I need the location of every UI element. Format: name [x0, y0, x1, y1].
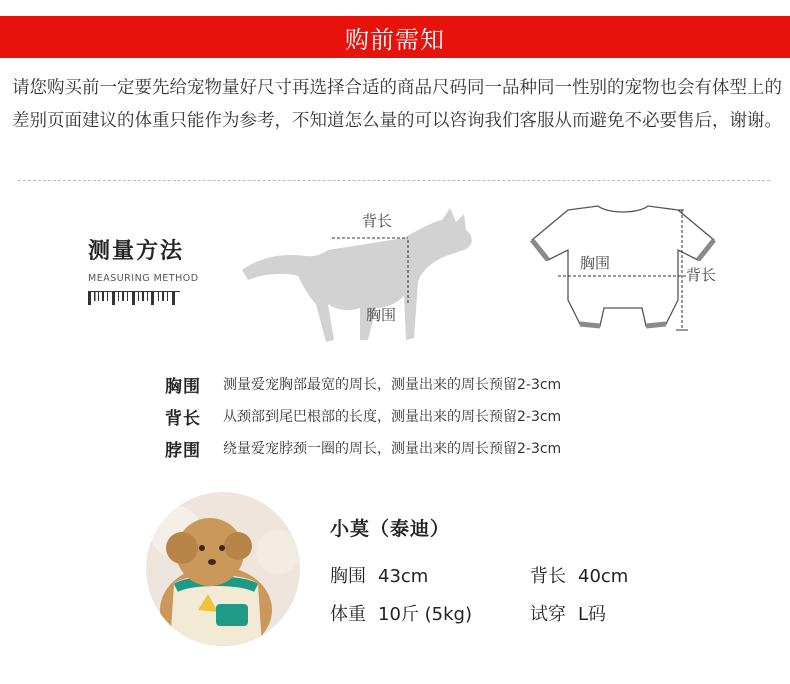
profile-tryon	[530, 600, 606, 626]
shirt-chest-label: 胸围	[580, 254, 611, 272]
method-title: 测量方法	[88, 239, 185, 264]
cat-chest-label: 胸围	[366, 306, 397, 324]
profile-tryon-value: L码	[578, 604, 607, 625]
profile-back-value: 40cm	[578, 566, 629, 587]
pet-profile-name: 小莫（泰迪）	[330, 518, 451, 540]
definition-desc: 绕量爱宠脖颈一圈的周长，测量出来的周长预留2-3cm	[223, 441, 562, 457]
definition-desc: 测量爱宠胸部最宽的周长，测量出来的周长预留2-3cm	[223, 377, 562, 393]
definition-row-chest	[165, 368, 725, 400]
banner-title: 购前需知	[345, 25, 445, 54]
profile-back-key: 背长	[530, 566, 566, 587]
method-subtitle: MEASURING METHOD	[88, 273, 199, 284]
definition-desc: 从颈部到尾巴根部的长度，测量出来的周长预留2-3cm	[223, 409, 562, 425]
shirt-back-label: 背长	[686, 266, 717, 284]
cat-silhouette-icon	[236, 200, 476, 350]
profile-tryon-key: 试穿	[530, 604, 566, 625]
profile-chest-value: 43cm	[378, 566, 429, 587]
dog-photo	[146, 492, 300, 646]
definition-row-back	[165, 400, 725, 432]
barcode-decoration-icon	[88, 291, 180, 305]
intro-text: 请您购买前一定要先给宠物量好尺寸再选择合适的商品尺码同一品种同一性别的宠物也会有体型上的差别页面建议的体重只能作为参考，不知道怎么量的可以咨询我们客服从而避免不必要售后，谢谢。	[12, 78, 782, 131]
profile-chest	[330, 562, 428, 588]
header-banner	[0, 16, 790, 58]
cat-back-label: 背长	[362, 212, 393, 230]
profile-chest-key: 胸围	[330, 566, 366, 587]
section-divider	[18, 180, 770, 181]
definition-term: 背长	[165, 408, 201, 429]
definition-row-neck	[165, 432, 725, 464]
profile-weight-key: 体重	[330, 604, 366, 625]
measurement-definitions	[165, 368, 725, 464]
definition-term: 胸围	[165, 376, 201, 397]
profile-weight	[330, 600, 472, 626]
definition-term: 脖围	[165, 440, 201, 461]
profile-weight-value: 10斤 (5kg)	[378, 604, 472, 625]
profile-back	[530, 562, 628, 588]
